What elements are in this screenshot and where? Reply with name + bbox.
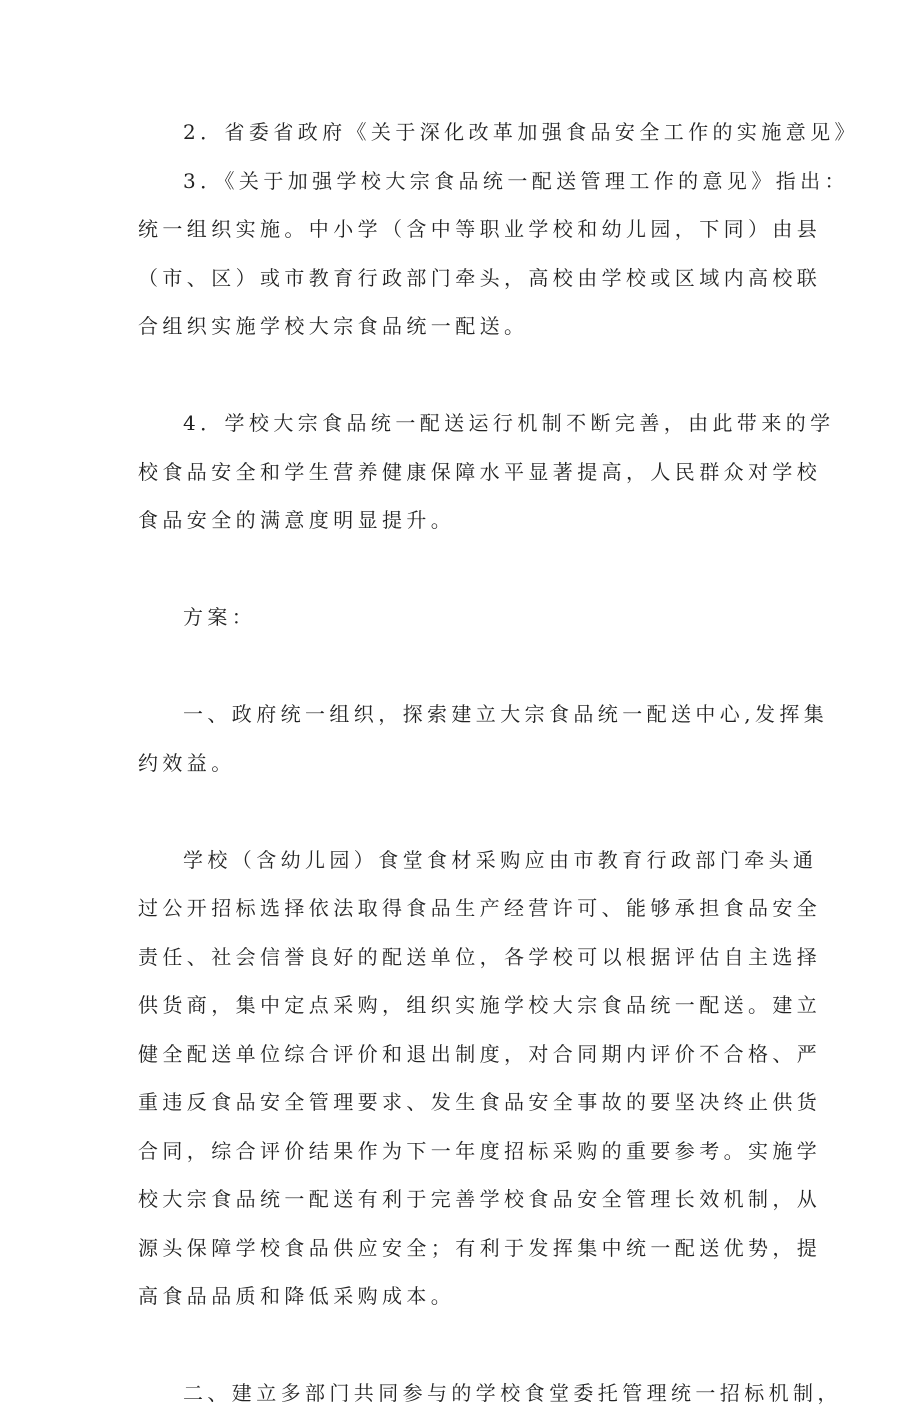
text-line-item-3: 3．《关于加强学校大宗食品统一配送管理工作的意见》指出：	[183, 168, 849, 193]
paragraph-gap	[0, 1321, 920, 1370]
text-line: 责任、社会信誉良好的配送单位，各学校可以根据评估自主选择	[138, 944, 822, 969]
text-line: 源头保障学校食品供应安全；有利于发挥集中统一配送优势，提	[138, 1235, 822, 1260]
text-line: 重违反食品安全管理要求、发生食品安全事故的要坚决终止供货	[138, 1090, 822, 1114]
paragraph-gap	[0, 545, 920, 594]
text-line: 校大宗食品统一配送有利于完善学校食品安全管理长效机制，从	[138, 1187, 822, 1211]
text-line: 约效益。	[138, 750, 236, 775]
section-heading-two: 二、建立多部门共同参与的学校食堂委托管理统一招标机制，	[183, 1381, 842, 1405]
text-line: 合组织实施学校大宗食品统一配送。	[138, 314, 529, 338]
text-line: 统一组织实施。中小学（含中等职业学校和幼儿园，下同）由县	[138, 217, 822, 241]
text-line-item-4: 4．学校大宗食品统一配送运行机制不断完善，由此带来的学	[183, 411, 835, 435]
text-line-item-2: 2．省委省政府《关于深化改革加强食品安全工作的实施意见》	[183, 120, 859, 144]
text-line: 校食品安全和学生营养健康保障水平显著提高，人民群众对学校	[138, 459, 822, 484]
text-line: 健全配送单位综合评价和退出制度，对合同期内评价不合格、严	[138, 1041, 822, 1066]
text-line: 食品安全的满意度明显提升。	[138, 508, 456, 532]
paragraph-gap	[0, 351, 920, 400]
paragraph-gap	[0, 642, 920, 691]
text-line: （市、区）或市教育行政部门牵头，高校由学校或区域内高校联	[138, 265, 822, 290]
document-body	[0, 108, 920, 1418]
section-heading-one: 一、政府统一组织，探索建立大宗食品统一配送中心,发挥集	[183, 702, 829, 726]
text-line: 高食品品质和降低采购成本。	[138, 1284, 456, 1308]
text-line: 过公开招标选择依法取得食品生产经营许可、能够承担食品安全	[138, 896, 822, 920]
text-line: 供货商，集中定点采购，组织实施学校大宗食品统一配送。建立	[138, 993, 822, 1017]
section-heading-plan: 方案：	[183, 605, 257, 629]
text-line: 学校（含幼儿园）食堂食材采购应由市教育行政部门牵头通	[183, 847, 818, 872]
text-line: 合同，综合评价结果作为下一年度招标采购的重要参考。实施学	[138, 1138, 822, 1163]
paragraph-gap	[0, 787, 920, 836]
